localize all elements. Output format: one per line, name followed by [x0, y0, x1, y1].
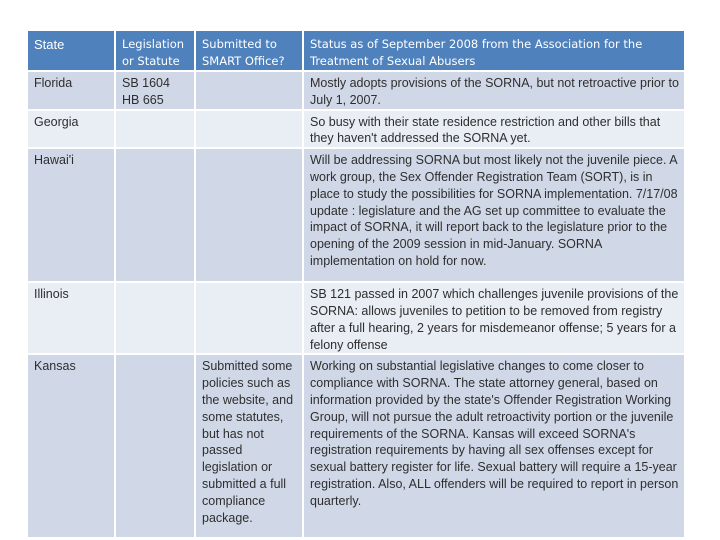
cell-legislation: [115, 110, 195, 149]
header-row: [27, 30, 685, 71]
header-legislation: Legislation or Statute: [115, 30, 195, 71]
cell-status: Mostly adopts provisions of the SORNA, but not retroactive prior to July 1, 2007.: [303, 71, 685, 110]
table-row-kansas: [27, 354, 685, 538]
cell-submitted: [195, 110, 303, 149]
cell-state: Hawai'i: [27, 148, 115, 282]
table-header: [27, 30, 685, 71]
cell-legislation: [115, 148, 195, 282]
header-state: State: [27, 30, 115, 71]
table-row-illinois: [27, 282, 685, 354]
cell-submitted: [195, 282, 303, 354]
table-row-georgia: [27, 110, 685, 149]
cell-submitted: [195, 71, 303, 110]
cell-state: Georgia: [27, 110, 115, 149]
header-submitted: Submitted to SMART Office?: [195, 30, 303, 71]
table-row-florida: [27, 71, 685, 110]
cell-status: SB 121 passed in 2007 which challenges juvenile provisions of the SORNA: allows juveniles to petition to be removed from registry after a full hearing, 2 years for misdemeanor offense; 5 years for a felony offense: [303, 282, 685, 354]
header-status: Status as of September 2008 from the Association for the Treatment of Sexual Abusers: [303, 30, 685, 71]
cell-legislation: SB 1604 HB 665: [115, 71, 195, 110]
cell-status: Working on substantial legislative changes to come closer to compliance with SORNA. The state attorney general, based on information provided by the state's Offender Registration Working Group, will not pursue the adult retroactivity portion or the juvenile requirements of the SORNA. Kansas will exceed SORNA's registration requirements by having all sex offenses except for sexual battery register for life. Sexual battery will require a 15-year registration. Also, ALL offenders will be required to report in person quarterly.: [303, 354, 685, 538]
cell-status: So busy with their state residence restriction and other bills that they haven't addressed the SORNA yet.: [303, 110, 685, 149]
cell-state: Kansas: [27, 354, 115, 538]
cell-state: Florida: [27, 71, 115, 110]
cell-legislation: [115, 282, 195, 354]
cell-submitted: [195, 148, 303, 282]
cell-state: Illinois: [27, 282, 115, 354]
state-legislation-table-container: [27, 30, 685, 538]
cell-legislation: [115, 354, 195, 538]
table-row-hawaii: [27, 148, 685, 282]
cell-submitted: Submitted some policies such as the website, and some statutes, but has not passed legislation or submitted a full compliance package.: [195, 354, 303, 538]
table-body: [27, 71, 685, 538]
state-legislation-table: [27, 30, 685, 538]
cell-status: Will be addressing SORNA but most likely not the juvenile piece. A work group, the Sex Offender Registration Team (SORT), is in place to study the possibilities for SORNA implementation. 7/17/08 update : legislature and the AG set up committee to evaluate the impact of SORNA, it will report back to the legislature prior to the opening of the 2009 session in mid-January. SORNA implementation on hold for now.: [303, 148, 685, 282]
